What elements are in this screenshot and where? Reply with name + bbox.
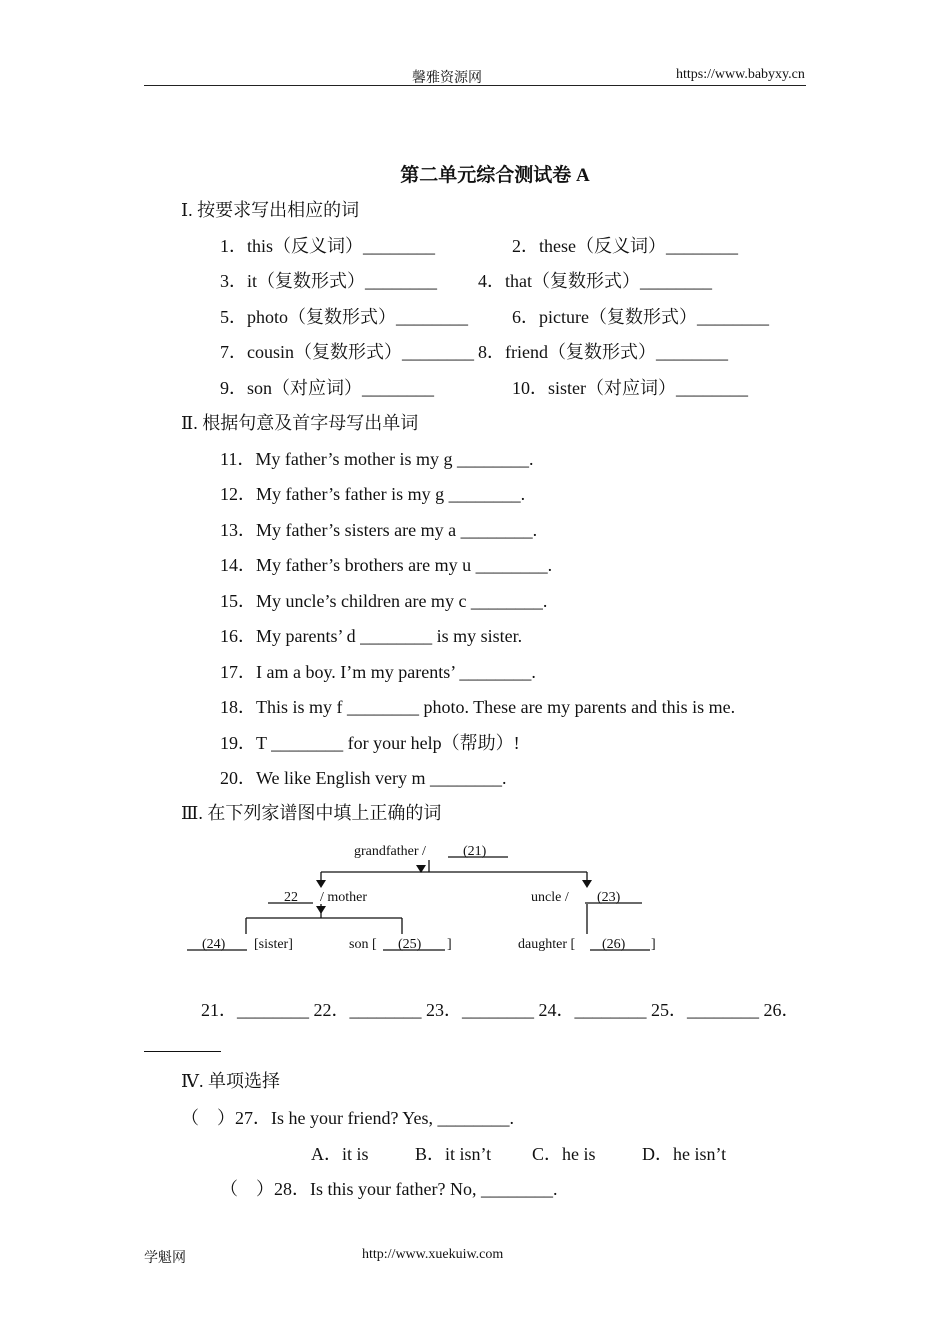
- tree-blank-21: (21): [463, 844, 487, 859]
- question-2: 2．these（反义词）________: [512, 236, 738, 256]
- answer-26-blank: [144, 1051, 221, 1052]
- option-27-c: C．he is: [532, 1144, 596, 1164]
- answer-row-21-26: 21．________ 22．________ 23．________ 24．________ 25．________ 26．: [201, 1000, 800, 1020]
- tree-uncle: uncle /: [531, 890, 569, 905]
- question-28: （ ）28．Is this your father? No, ________.: [220, 1179, 558, 1199]
- question-1: 1．this（反义词）________: [220, 236, 436, 256]
- question-7: 7．cousin（复数形式）________: [220, 342, 474, 362]
- page-title: 第二单元综合测试卷 A: [400, 165, 590, 186]
- option-27-a: A．it is: [311, 1144, 369, 1164]
- question-8: 8．friend（复数形式）________: [478, 342, 728, 362]
- header-url: https://www.babyxy.cn: [676, 67, 805, 82]
- tree-blank-23: (23): [597, 890, 621, 905]
- tree-daughter: daughter [: [518, 937, 576, 952]
- tree-arrow-mid: [316, 906, 326, 914]
- tree-grandfather: grandfather /: [354, 844, 426, 859]
- footer-url: http://www.xuekuiw.com: [362, 1247, 504, 1262]
- tree-son: son [: [349, 937, 377, 952]
- question-9: 9．son（对应词）________: [220, 378, 435, 398]
- question-12: 12．My father’s father is my g ________.: [220, 484, 526, 504]
- question-4: 4．that（复数形式）________: [478, 271, 712, 291]
- section-1-heading: Ⅰ. 按要求写出相应的词: [181, 200, 360, 220]
- tree-blank-26: (26): [602, 937, 626, 952]
- tree-bracket-26: ]: [651, 937, 656, 952]
- tree-arrow-right: [582, 880, 592, 888]
- question-17: 17．I am a boy. I’m my parents’ ________.: [220, 662, 536, 682]
- question-5: 5．photo（复数形式）________: [220, 307, 469, 327]
- question-13: 13．My father’s sisters are my a ________.: [220, 520, 538, 540]
- tree-sister: [sister]: [254, 937, 293, 952]
- tree-blank-24: (24): [202, 937, 226, 952]
- question-3: 3．it（复数形式）________: [220, 271, 438, 291]
- section-4-heading: Ⅳ. 单项选择: [181, 1071, 280, 1091]
- question-15: 15．My uncle’s children are my c ________.: [220, 591, 548, 611]
- footer-site-name: 学魁网: [144, 1251, 186, 1266]
- question-18: 18．This is my f ________ photo. These are my parents and this is me.: [220, 697, 736, 717]
- section-2-heading: Ⅱ. 根据句意及首字母写出单词: [181, 413, 419, 433]
- tree-bracket-25: ]: [447, 937, 452, 952]
- header-site-name: 馨雅资源网: [412, 71, 482, 86]
- tree-arrow-left: [316, 880, 326, 888]
- question-20: 20．We like English very m ________.: [220, 768, 507, 788]
- question-6: 6．picture（复数形式）________: [512, 307, 769, 327]
- question-16: 16．My parents’ d ________ is my sister.: [220, 626, 523, 646]
- question-19: 19．T ________ for your help（帮助）!: [220, 733, 520, 753]
- tree-blank-25: (25): [398, 937, 422, 952]
- option-27-b: B．it isn’t: [415, 1144, 492, 1164]
- question-14: 14．My father’s brothers are my u ________.: [220, 555, 553, 575]
- option-27-d: D．he isn’t: [642, 1144, 727, 1164]
- tree-blank-22: 22: [284, 890, 298, 905]
- question-11: 11．My father’s mother is my g ________.: [220, 449, 534, 469]
- tree-mother: / mother: [320, 890, 368, 905]
- section-3-heading: Ⅲ. 在下列家谱图中填上正确的词: [181, 803, 442, 823]
- question-27: （ ）27．Is he your friend? Yes, ________.: [181, 1108, 514, 1128]
- question-10: 10．sister（对应词）________: [512, 378, 748, 398]
